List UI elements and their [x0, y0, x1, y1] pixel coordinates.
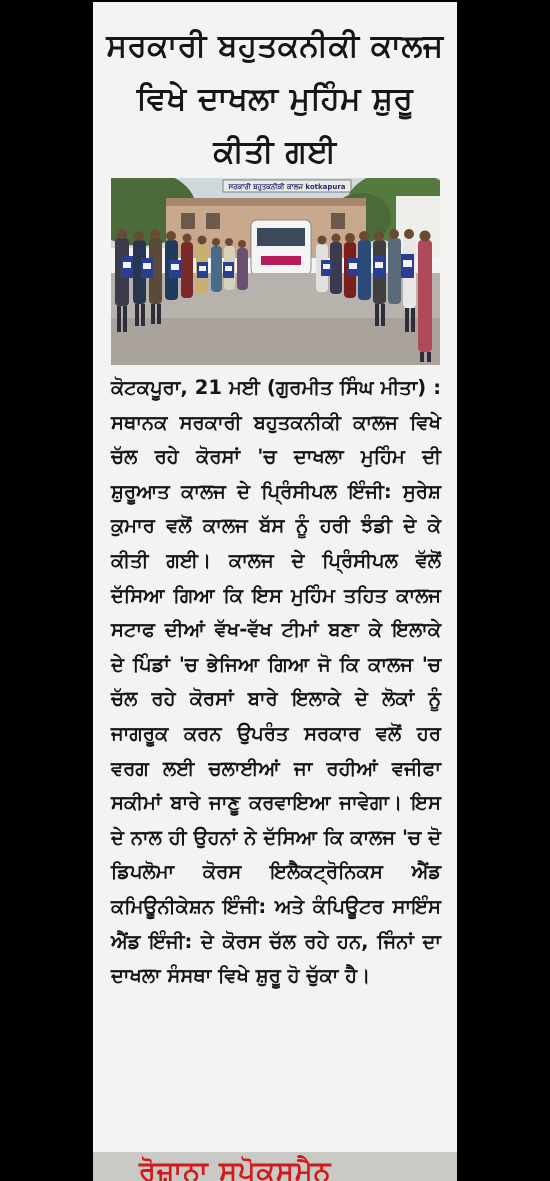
article-body: ਕੋਟਕਪੂਰਾ, 21 ਮਈ (ਗੁਰਮੀਤ ਸਿੰਘ ਮੀਤਾ) : ਸਥਾਨਕ ਸਰਕਾਰੀ ਬਹੁਤਕਨੀਕੀ ਕਾਲਜ ਵਿਖੇ ਚੱਲ ਰਹੇ ਕੋਰਸਾਂ 'ਚ ਦਾਖਲਾ ਮੁਹਿੰਮ ਦੀ ਸ਼ੁਰੂਆਤ ਕਾਲਜ ਦੇ ਪ੍ਰਿੰਸੀਪਲ ਇੰਜੀ: ਸੁਰੇਸ਼ ਕੁਮਾਰ ਵਲੋਂ ਕਾਲਜ ਬੱਸ ਨੂੰ ਹਰੀ ਝੰਡੀ ਦੇ ਕੇ ਕੀਤੀ ਗਈ। ਕਾਲਜ ਦੇ ਪ੍ਰਿੰਸੀਪਲ ਵੱਲੋਂ ਦੱਸਿਆ ਗਿਆ ਕਿ ਇਸ ਮੁਹਿੰਮ ਤਹਿਤ ਕਾਲਜ ਸਟਾਫ ਦੀਆਂ ਵੱਖ-ਵੱਖ ਟੀਮਾਂ ਬਣਾ ਕੇ ਇਲਾਕੇ ਦੇ ਪਿੰਡਾਂ 'ਚ ਭੇਜਿਆ ਗਿਆ ਜੋ ਕਿ ਕਾਲਜ 'ਚ ਚੱਲ ਰਹੇ ਕੋਰਸਾਂ ਬਾਰੇ ਇਲਾਕੇ ਦੇ ਲੋਕਾਂ ਨੂੰ ਜਾਗਰੂਕ ਕਰਨ ਉਪਰੰਤ ਸਰਕਾਰ ਵਲੋਂ ਹਰ ਵਰਗ ਲਈ ਚਲਾਈਆਂ ਜਾ ਰਹੀਆਂ ਵਜੀਫਾ ਸਕੀਮਾਂ ਬਾਰੇ ਜਾਣੂ ਕਰਵਾਇਆ ਜਾਵੇਗਾ। ਇਸ ਦੇ ਨਾਲ ਹੀ ਉਹਨਾਂ ਨੇ ਦੱਸਿਆ ਕਿ ਕਾਲਜ 'ਚ ਦੋ ਡਿਪਲੋਮਾ ਕੋਰਸ ਇਲੈਕਟ੍ਰੋਨਿਕਸ ਐਂਡ ਕਮਿਊਨੀਕੇਸ਼ਨ ਇੰਜੀ: ਅਤੇ ਕੰਪਿਊਟਰ ਸਾਇੰਸ ਐਂਡ ਇੰਜੀ: ਦੇ ਕੋਰਸ ਚੱਲ ਰਹੇ ਹਨ, ਜਿੰਨਾਂ ਦਾ ਦਾਖਲਾ ਸੰਸਥਾ ਵਿਖੇ ਸ਼ੁਰੂ ਹੋ ਚੁੱਕਾ ਹੈ।	[111, 376, 441, 988]
article-photo	[111, 178, 440, 365]
photo-banner-text: ਸਰਕਾਰੀ ਬਹੁਤਕਨੀਕੀ ਕਾਲਜ kotkapura	[228, 183, 346, 191]
newspaper-clipping	[93, 2, 457, 1181]
article-headline: ਸਰਕਾਰੀ ਬਹੁਤਕਨੀਕੀ ਕਾਲਜ ਵਿਖੇ ਦਾਖਲਾ ਮੁਹਿੰਮ ਸ਼ੁਰੂ ਕੀਤੀ ਗਈ	[106, 28, 444, 170]
newspaper-masthead: ਰੋਜ਼ਾਨਾ ਸਪੋਕਸਮੈਨ	[139, 1156, 332, 1181]
group-photo-illustration	[111, 178, 440, 365]
